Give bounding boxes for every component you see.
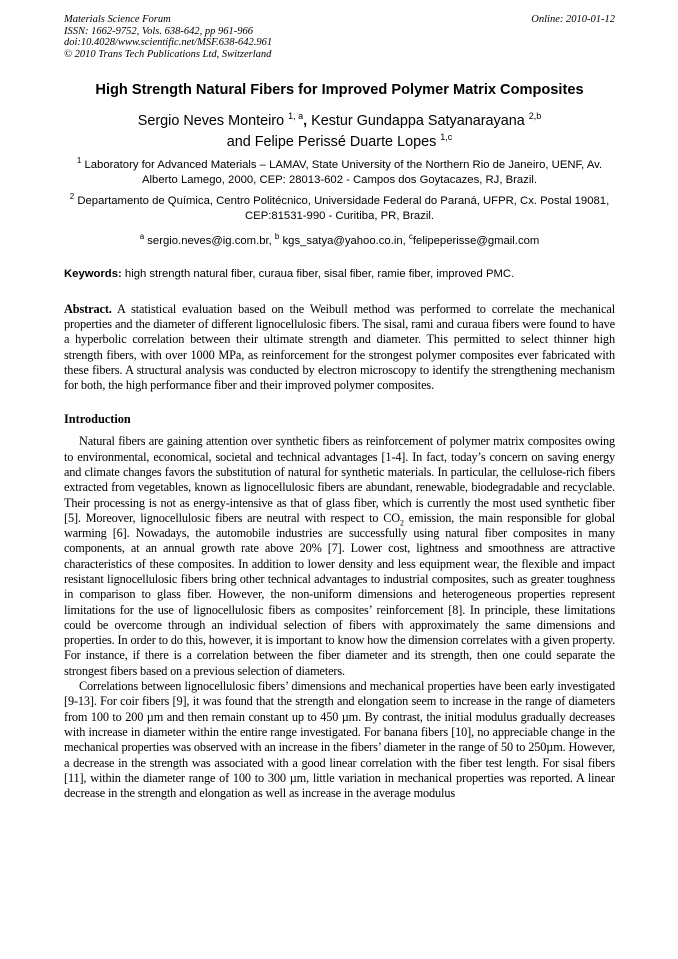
author-2: Kestur Gundappa Satyanarayana (311, 113, 525, 129)
copyright-line: © 2010 Trans Tech Publications Ltd, Switzerland (64, 48, 272, 60)
co2-subscript: 2 (400, 518, 404, 528)
email-b-marker: b (274, 231, 280, 241)
affiliation-1 (64, 158, 615, 187)
paper-page (64, 14, 615, 801)
intro-p1-part-a: Natural fibers are gaining attention over synthetic fibers as reinforcement of polymer matrix composites owing to environmental, economical, societal and technical advantages [1-4]. In fact, today’s concern on saving energy and climate changes favors the substitution of natural for synthetic materials. In particular, the cellulose-rich fibers extracted from vegetables, known as lignocellulosic fibers are abundant, renewable, biodegradable and recyclable. Their processing is not as energy-intensive as that of glass fiber, which is currently the most used synthetic fiber [5]. Moreover, lignocellulosic fibers are neutral with respect to CO (64, 434, 615, 525)
email-a[interactable]: sergio.neves@ig.com.br, (147, 234, 272, 247)
affiliation-2-marker: 2 (69, 192, 75, 202)
email-c-marker: c (408, 231, 413, 241)
keywords (64, 267, 615, 281)
paper-title: High Strength Natural Fibers for Improved Polymer Matrix Composites (95, 82, 584, 98)
section-heading-introduction: Introduction (64, 412, 131, 427)
author-separator: , (303, 113, 308, 129)
intro-paragraph-2: Correlations between lignocellulosic fibers’ dimensions and mechanical properties have been early investigated [9-13]. For coir fibers [9], it was found that the strength and elongation seem to increase in the range of diameters from 100 to 200 µm and then remain constant up to 450 µm. By contrast, the initial modulus gradually decreases with increase in diameter within the entire range investigated. For banana fibers [10], no appreciable change in the mechanical properties was observed with an increase in the fibers’ diameter in the range of 50 to 250µm. However, a decrease in the strength was associated with a good linear correlation with the fiber test length. For sisal fibers [11], within the diameter range of 100 to 300 µm, little variation in mechanical properties was reported. A linear decrease in the strength and elongation as well as increase in the average modulus (64, 679, 615, 801)
email-c[interactable]: felipeperisse@gmail.com (412, 234, 540, 247)
affiliation-1-text: Laboratory for Advanced Materials – LAMAV, State University of the Northern Rio de Janeiro, UENF, Av. Alberto Lamego, 2000, CEP: 28013-602 - Campos dos Goytacazes, RJ, Brazil. (84, 159, 603, 186)
online-date: Online: 2010-01-12 (531, 14, 615, 25)
keywords-text: high strength natural fiber, curaua fiber, sisal fiber, ramie fiber, improved PMC. (124, 267, 515, 280)
intro-paragraph-1 (64, 434, 615, 679)
author-3: and Felipe Perissé Duarte Lopes (226, 134, 437, 150)
affiliation-2 (64, 194, 615, 223)
author-1-affil: 1, a (288, 111, 304, 121)
email-list (64, 231, 615, 248)
affiliation-1-marker: 1 (76, 156, 82, 165)
doi-line: doi:10.4028/www.scientific.net/MSF.638-642.961 (64, 37, 273, 48)
author-1: Sergio Neves Monteiro (137, 113, 285, 129)
journal-header (64, 14, 615, 60)
author-3-affil: 1,c (440, 132, 453, 142)
keywords-label: Keywords: (64, 267, 122, 280)
author-list (64, 111, 615, 153)
issn-line: ISSN: 1662-9752, Vols. 638-642, pp 961-966 (64, 25, 253, 37)
intro-p1-part-b: emission, the main responsible for global warming [6]. Nowadays, the automobile industries are successfully using natural fiber composites in many components, at an annual growth rate above 20% [7]. Lower cost, lightness and smoothness are attractive characteristics of these composites. In addition to lower density and less equipment wear, the flexible and impact resistant lignocellulosic fibers bring other technical advantages to industrial composites, such as greater toughness in comparison to glass fiber. However, the non-uniform dimensions and heterogeneous properties represent limitations for the use of lignocellulosic fibers as composites’ reinforcement [8]. In principle, these limitations could be overcome through an individual selection of fibers with approximately the same dimensions and properties. In order to do this, however, it is important to know how the dimension correlates with a given property. For instance, if there is a correlation between the fiber diameter and its strength, then one could separate the strongest fibers based on a previous selection of diameters. (64, 510, 615, 678)
abstract-text: A statistical evaluation based on the Weibull method was performed to correlate the mechanical properties and the diameter of different lignocellulosic fibers. The sisal, rami and curaua fibers were found to have a hyperbolic correlation between their ultimate strength and diameter. This permitted to select thinner high strength fibers, with over 1000 MPa, as reinforcement for the strongest polymer composites ever fabricated with these fibers. A structural analysis was conducted by electron microscopy to identify the strengthening mechanism for both, the high performance fiber and their improved polymer composites. (64, 301, 615, 393)
email-b[interactable]: kgs_satya@yahoo.co.in, (282, 234, 406, 247)
abstract-label: Abstract. (64, 301, 112, 316)
email-a-marker: a (139, 231, 145, 241)
abstract (64, 302, 615, 394)
author-2-affil: 2,b (528, 111, 542, 121)
affiliation-2-text: Departamento de Química, Centro Politécnico, Universidade Federal do Paraná, UFPR, Cx. Postal 19081, CEP:81531-990 - Curitiba, PR, Brazil. (77, 195, 610, 223)
journal-name: Materials Science Forum (64, 14, 171, 25)
